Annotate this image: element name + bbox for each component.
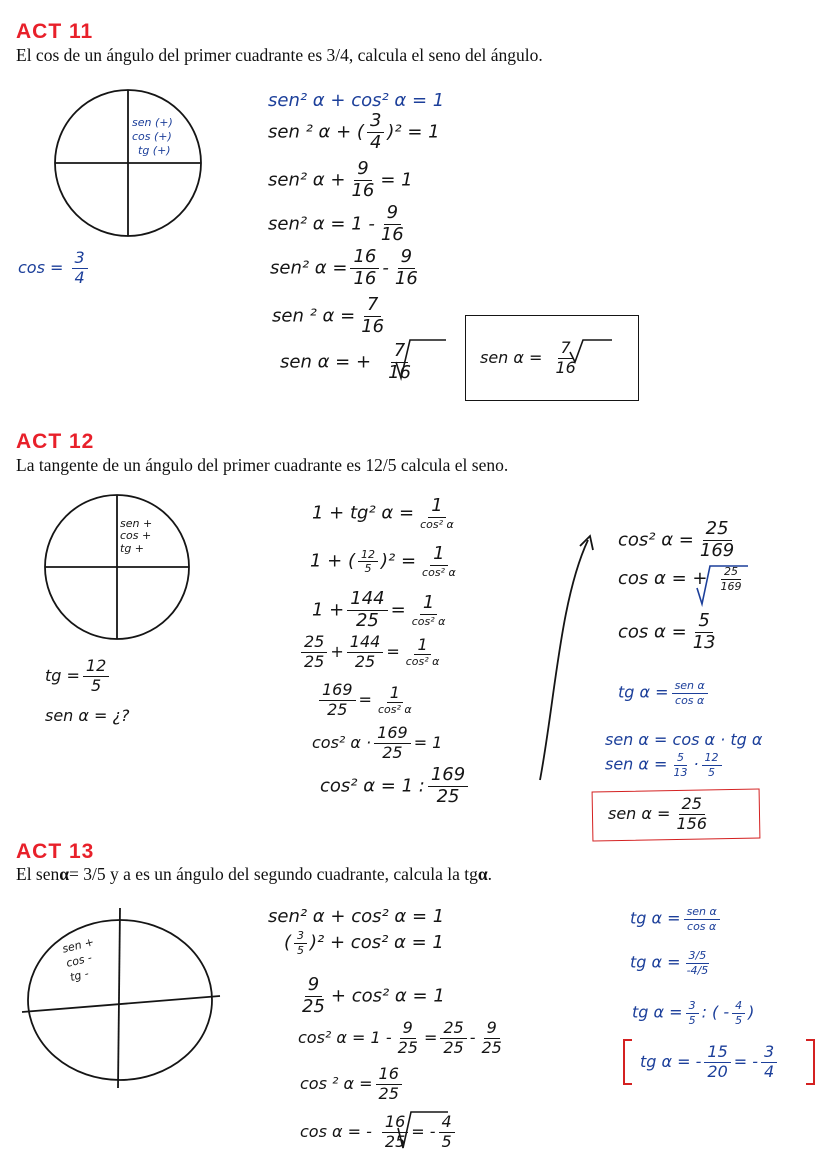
act12-statement: La tangente de un ángulo del primer cuadrante es 12/5 calcula el seno. xyxy=(16,455,509,475)
act12-question: sen α = ¿? xyxy=(45,706,130,725)
act11-statement: El cos de un ángulo del primer cuadrante es 3/4, calcula el seno del ángulo. xyxy=(16,45,543,65)
act11-step-7: sen α = + $\frac{7}{16}$ xyxy=(280,340,411,383)
act12-quadrant-cos: cos + xyxy=(120,529,152,542)
act12-given: tg = $\frac{12}{5}$ xyxy=(45,658,112,695)
act13-quadrant-tg: tg - xyxy=(68,966,91,985)
act11-step-3: sen² α + $\frac{9}{16}$ = 1 xyxy=(268,158,413,201)
act13-right-1: tg α = $\frac{\text{sen α}}{\text{cos α}}$ xyxy=(630,906,723,932)
act11-quadrant-sen: sen (+) xyxy=(132,116,173,129)
act12-quadrant-sen: sen + xyxy=(120,517,153,530)
act12-step-5: $\frac{169}{25}$ = $\frac{1}{\text{cos² α}}$ xyxy=(316,682,418,719)
act13-step-4: cos² α = 1 - $\frac{9}{25}$ = $\frac{25}{25}$ - $\frac{9}{25}$ xyxy=(298,1018,502,1057)
act12-step-4: $\frac{25}{25}$ + $\frac{144}{25}$ = $\frac{1}{\text{cos² α}}$ xyxy=(298,634,445,671)
act12-step-3: 1 + $\frac{144}{25}$ = $\frac{1}{\text{cos² α}}$ xyxy=(312,588,446,631)
act11-quadrant-cos: cos (+) xyxy=(132,130,172,143)
act13-quadrant-sen: sen + xyxy=(60,935,96,956)
act12-right-2: cos α = + $\frac{25}{169}$ xyxy=(618,565,742,593)
act13-step-identity: sen² α + cos² α = 1 xyxy=(268,906,445,927)
act12-blue-2: sen α = cos α · tg α xyxy=(605,730,763,749)
act13-title: ACT 13 xyxy=(16,840,95,863)
act13-step-6: cos α = - $\frac{16}{25}$ = - $\frac{4}{5}$ xyxy=(300,1114,458,1151)
act12-result: sen α = $\frac{25}{156}$ xyxy=(608,794,707,833)
act11-given: cos = $\frac{3}{4}$ xyxy=(18,250,91,287)
act12-unit-circle xyxy=(45,495,189,639)
act11-title: ACT 11 xyxy=(16,20,94,43)
act13-right-2: tg α = $\frac{3/5}{-4/5}$ xyxy=(630,949,709,977)
act12-right-3: cos α = $\frac{5}{13}$ xyxy=(618,610,716,653)
act13-result: tg α = - $\frac{15}{20}$ = - $\frac{3}{4}$ xyxy=(640,1044,780,1081)
act13-right-3: tg α = $\frac{3}{5}$ : ( - $\frac{4}{5}$ ) xyxy=(632,999,755,1027)
act11-result: sen α = $\frac{7}{16}$ xyxy=(480,338,576,377)
act13-step-2: ( $\frac{3}{5}$ )² + cos² α = 1 xyxy=(284,929,444,957)
act11-step-2: sen ² α + ( $\frac{3}{4}$ )² = 1 xyxy=(268,110,440,153)
act12-step-6: cos² α · $\frac{169}{25}$ = 1 xyxy=(312,723,443,762)
act12-quadrant-tg: tg + xyxy=(120,542,145,555)
act12-title: ACT 12 xyxy=(16,430,95,453)
act11-step-4: sen² α = 1 - $\frac{9}{16}$ xyxy=(268,202,404,245)
act12-blue-3: sen α = $\frac{5}{13}$ · $\frac{12}{5}$ xyxy=(605,752,725,778)
act12-step-1: 1 + tg² α = $\frac{1}{\text{cos² α}}$ xyxy=(312,495,454,531)
act11-step-6: sen ² α = $\frac{7}{16}$ xyxy=(272,294,385,337)
act13-unit-circle xyxy=(22,908,220,1088)
act13-quadrant-cos: cos - xyxy=(64,951,94,970)
act11-step-identity: sen² α + cos² α = 1 xyxy=(268,90,445,111)
act12-step-7: cos² α = 1 : $\frac{169}{25}$ xyxy=(320,766,471,807)
act11-quadrant-tg: tg (+) xyxy=(138,144,171,157)
act13-statement: El senα= 3/5 y a es un ángulo del segundo cuadrante, calcula la tgα. xyxy=(16,864,493,884)
act12-step-2: 1 + ( $\frac{12}{5}$ )² = $\frac{1}{\text{cos² α}}$ xyxy=(310,543,456,579)
act12-arrow xyxy=(540,536,593,780)
act11-unit-circle xyxy=(55,90,201,236)
act13-step-5: cos ² α = $\frac{16}{25}$ xyxy=(300,1066,405,1103)
act11-step-5: sen² α = $\frac{16}{16}$ - $\frac{9}{16}$ xyxy=(270,246,418,289)
act12-right-1: cos² α = $\frac{25}{169}$ xyxy=(618,518,735,561)
act12-blue-1: tg α = $\frac{\text{sen α}}{\text{cos α}}$ xyxy=(618,680,711,706)
act13-step-3: $\frac{9}{25}$ + cos² α = 1 xyxy=(302,974,445,1017)
